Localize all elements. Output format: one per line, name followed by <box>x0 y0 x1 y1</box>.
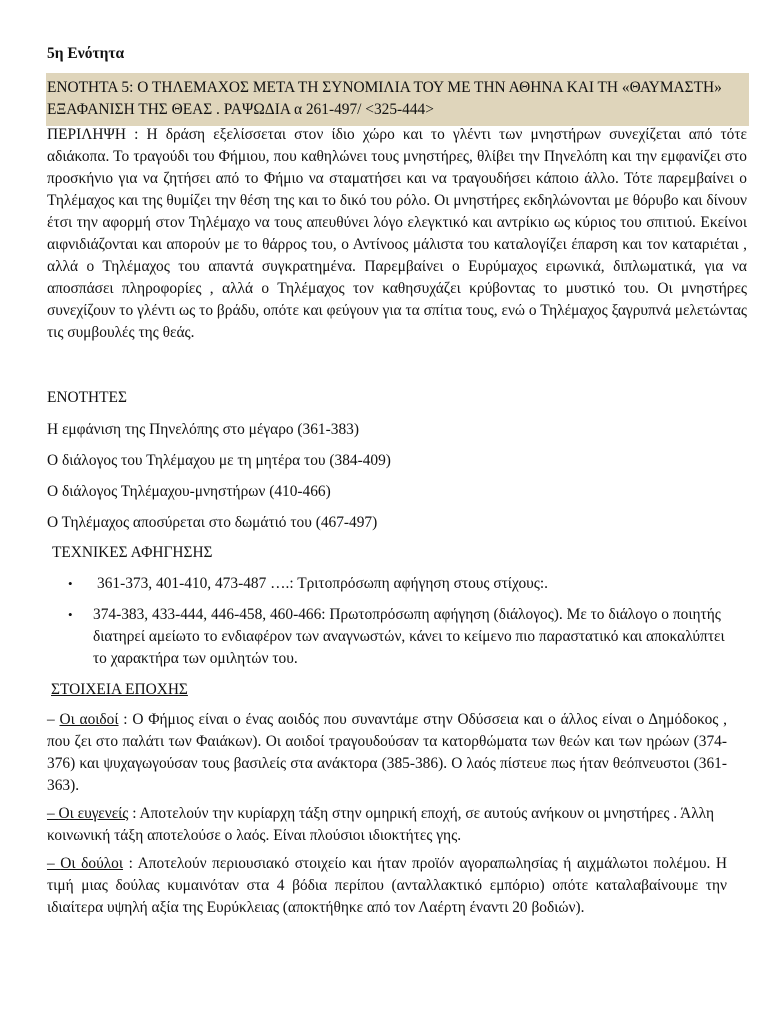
era-text: : Ο Φήμιος είναι ο ένας αοιδός που συναντάμε στην Οδύσσεια και ο άλλος είναι ο Δημόδοκος , που ζει στο παλάτι των Φαιάκων). Οι αοιδοί τραγουδούσαν τα κατορθώματα των θεών και των ηρώων (374-376) και ψυχαγωγούσαν τους βασιλείς στα ανάκτορα (385-386). Ο λαός πίστευε πως ήταν θεόπνευστοι (361-363). <box>47 711 727 794</box>
unit-item-2: Ο διάλογος του Τηλέμαχου με τη μητέρα του (384-409) <box>47 452 391 469</box>
unit-item-3: Ο διάλογος Τηλέμαχου-μνηστήρων (410-466) <box>47 483 331 500</box>
dash: – <box>47 805 59 822</box>
techniques-list <box>47 573 727 670</box>
summary-paragraph: ΠΕΡΙΛΗΨΗ : Η δράση εξελίσσεται στον ίδιο χώρο και το γλέντι των μνηστήρων συνεχίζεται από τότε αδιάκοπα. Το τραγούδι του Φήμιου, που καθηλώνει τους μνηστήρες, θλίβει την Πηνελόπη και την εμφανίζει στο προσκήνιο για να ζητήσει από το Φήμιο να σταματήσει και να τραγουδήσει κάποιο άλλο. Τότε παρεμβαίνει ο Τηλέμαχος και της θυμίζει την θέση της και το δικό του ρόλο. Οι μνηστήρες εκδηλώνονται με θόρυβο και δίνουν έτσι την αφορμή στον Τηλέμαχο να τους απευθύνει λόγο ελεγκτικό και αντρίκιο ως κύριος του σπιτιού. Εκείνοι αιφνιδιάζονται και απορούν με το θάρρος του, ο Αντίνοος μάλιστα του καταλογίζει έπαρση και τον καταριέται , αλλά ο Τηλέμαχος του απαντά συγκρατημένα. Παρεμβαίνει ο Ευρύμαχος ειρωνικά, διπλωματικά, για να αποσπάσει πληροφορίες , αλλά ο Τηλέμαχος τον καθησυχάζει κρύβοντας το μυστικό του. Οι μνηστήρες συνεχίζουν το γλέντι ως το βράδυ, οπότε και φεύγουν για τα σπίτια τους, ενώ ο Τηλέμαχος ξαγρυπνά μελετώντας τις συμβουλές της θεάς. <box>47 126 747 341</box>
era-item-1 <box>47 709 727 797</box>
section-title: 5η Ενότητα <box>47 45 125 62</box>
era-item-2 <box>47 803 727 847</box>
unit-item-4: Ο Τηλέμαχος αποσύρεται στο δωμάτιό του (467-497) <box>47 514 378 531</box>
dash: – <box>47 855 61 872</box>
dash: – <box>47 711 60 728</box>
era-text: : Αποτελούν την κυρίαρχη τάξη στην ομηρική εποχή, σε αυτούς ανήκουν οι μνηστήρες . Άλλη κοινωνική τάξη αποτελούσε ο λαός. Είναι πλούσιοι ιδιοκτήτες γης. <box>47 805 715 844</box>
list-item <box>47 604 727 670</box>
era-text: : Αποτελούν περιουσιακό στοιχείο και ήταν προϊόν αγοραπωλησίας ή αιχμάλωτοι πολέμου. Η τιμή μιας δούλας κυμαινόταν στα 4 βόδια περίπου (ανταλλακτικό εμπόριο) οπότε καταλαβαίνουμε την ιδιαίτερα υψηλή αξία της Ευρύκλειας (αποκτήθηκε από τον Λαέρτη έναντι 20 βοδιών). <box>47 855 728 916</box>
techniques-heading: ΤΕΧΝΙΚΕΣ ΑΦΗΓΗΣΗΣ <box>52 544 213 561</box>
list-item <box>47 573 727 595</box>
era-term: Οι δούλοι <box>60 855 124 872</box>
units-heading: ΕΝΟΤΗΤΕΣ <box>47 389 127 406</box>
era-term: Οι ευγενείς <box>58 805 129 822</box>
technique-text-2: 374-383, 433-444, 446-458, 460-466: Πρωτοπρόσωπη αφήγηση (διάλογος). Με το διάλογο ο ποιητής διατηρεί αμείωτο το ενδιαφέρον των αναγνωστών, κάνει το κείμενο πιο παραστατικό και αποκαλύπτει το χαρακτήρα των ομιλητών του. <box>93 606 725 667</box>
highlighted-heading: ΕΝΟΤΗΤΑ 5: Ο ΤΗΛΕΜΑΧΟΣ ΜΕΤΑ ΤΗ ΣΥΝΟΜΙΛΙΑ ΤΟΥ ΜΕ ΤΗΝ ΑΘΗΝΑ ΚΑΙ ΤΗ «ΘΑΥΜΑΣΤΗ» ΕΞΑΦΑΝΙΣΗ ΤΗΣ ΘΕΑΣ . ΡΑΨΩΔΙΑ α 261-497/ <325-444> <box>46 73 749 126</box>
era-item-3 <box>47 853 727 919</box>
technique-text-1: 361-373, 401-410, 473-487 ….: Τριτοπρόσωπη αφήγηση στους στίχους:. <box>97 575 548 592</box>
unit-item-1: Η εμφάνιση της Πηνελόπης στο μέγαρο (361-383) <box>47 421 359 438</box>
era-term: Οι αοιδοί <box>59 711 119 728</box>
era-heading: ΣΤΟΙΧΕΙΑ ΕΠΟΧΗΣ <box>51 681 188 698</box>
